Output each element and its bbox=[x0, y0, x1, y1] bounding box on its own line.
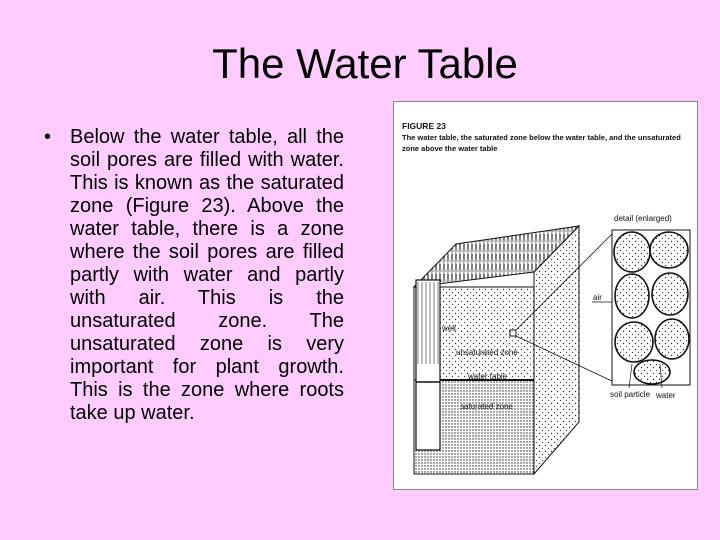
label-detail-enlarged: detail (enlarged) bbox=[614, 214, 672, 223]
bullet-paragraph: Below the water table, all the soil pores are filled with water. This is known as the saturated zone (Figure 23). Above the water table, there is a zone where the soil pores are filled partly with water and partly with air. This is the unsaturated zone. The unsaturated zone is very important for plant growth. This is the zone where roots take up water. bbox=[70, 126, 344, 424]
label-well: well bbox=[442, 324, 456, 333]
label-water-table: water table bbox=[468, 372, 508, 381]
label-saturated-zone: saturated zone bbox=[460, 402, 513, 411]
bullet-list bbox=[44, 126, 344, 425]
label-air: air bbox=[593, 293, 602, 302]
label-soil-particle: soil particle bbox=[610, 390, 651, 399]
water-table-illustration bbox=[394, 102, 699, 491]
label-water: water bbox=[656, 391, 676, 400]
slide-title: The Water Table bbox=[212, 40, 518, 87]
bullet-marker: • bbox=[44, 126, 52, 148]
figure-heading: FIGURE 23 bbox=[402, 121, 446, 131]
label-unsaturated-zone: unsaturated zone bbox=[456, 348, 518, 357]
figure-caption: The water table, the saturated zone below the water table, and the unsaturated zone above the water table bbox=[402, 133, 681, 153]
well-shaft bbox=[416, 280, 440, 450]
detail-marker bbox=[510, 330, 516, 336]
figure-23 bbox=[393, 101, 698, 490]
